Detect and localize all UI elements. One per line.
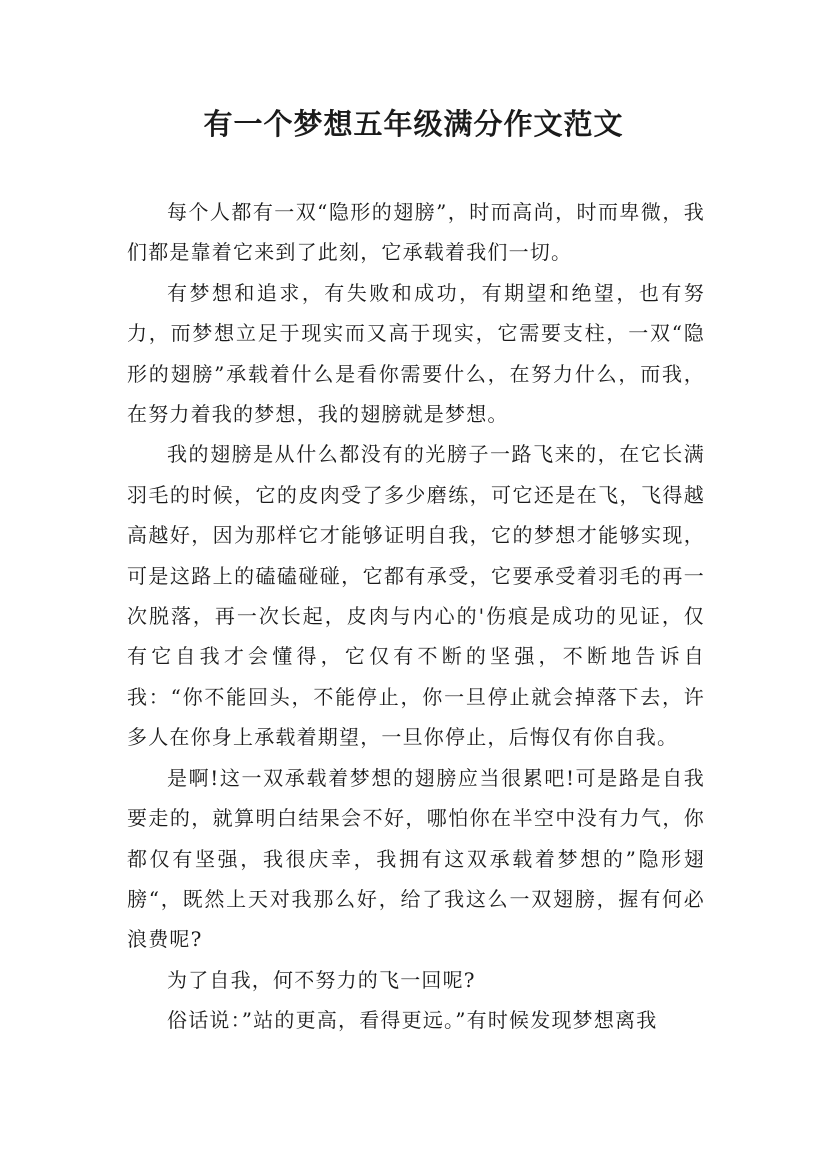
- document-body: [127, 192, 705, 1041]
- paragraph-4: 是啊!这一双承载着梦想的翅膀应当很累吧!可是路是自我要走的，就算明白结果会不好，哪怕你在半空中没有力气，你都仅有坚强，我很庆幸，我拥有这双承载着梦想的”隐形翅膀“，既然上天对我那么好，给了我这么一双翅膀，握有何必浪费呢?: [127, 765, 705, 952]
- paragraph-2: 有梦想和追求，有失败和成功，有期望和绝望，也有努力，而梦想立足于现实而又高于现实，它需要支柱，一双“隐形的翅膀”承载着什么是看你需要什么，在努力什么，而我，在努力着我的梦想，我的翅膀就是梦想。: [127, 280, 705, 427]
- paragraph-5: 为了自我，何不努力的飞一回呢?: [167, 967, 476, 992]
- document-title: 有一个梦想五年级满分作文范文: [203, 107, 624, 141]
- paragraph-6: 俗话说：”站的更高，看得更远。”有时候发现梦想离我: [167, 1008, 658, 1033]
- paragraph-1: 每个人都有一双“隐形的翅膀”，时而高尚，时而卑微，我们都是靠着它来到了此刻，它承载着我们一切。: [127, 200, 705, 265]
- paragraph-3: 我的翅膀是从什么都没有的光膀子一路飞来的，在它长满羽毛的时候，它的皮肉受了多少磨练，可它还是在飞，飞得越高越好，因为那样它才能够证明自我，它的梦想才能够实现，可是这路上的磕磕碰碰，它都有承受，它要承受着羽毛的再一次脱落，再一次长起，皮肉与内心的'伤痕是成功的见证，仅有它自我才会懂得，它仅有不断的坚强，不断地告诉自我：“你不能回头，不能停止，你一旦停止就会掉落下去，许多人在你身上承载着期望，一旦你停止，后悔仅有你自我。: [127, 442, 705, 750]
